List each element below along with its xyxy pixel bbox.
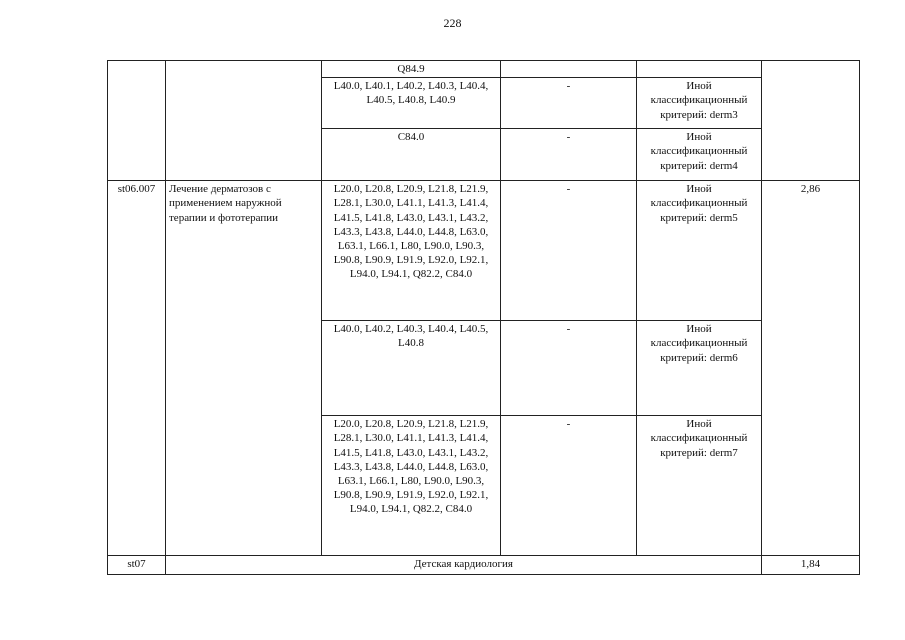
dash-cell: -	[501, 78, 637, 129]
coefficient-cell: 1,84	[762, 556, 860, 575]
dash-cell	[501, 61, 637, 78]
criterion-cell: Иной классификационный критерий: derm6	[637, 321, 762, 416]
dash-cell: -	[501, 321, 637, 416]
diagnosis-codes-cell: Q84.9	[322, 61, 501, 78]
group-name-cell: Лечение дерматозов с применением наружной терапии и фототерапии	[166, 181, 322, 556]
section-code-cell: st07	[108, 556, 166, 575]
criterion-cell	[637, 61, 762, 78]
tariff-table	[107, 60, 860, 575]
group-code-cell: st06.007	[108, 181, 166, 556]
empty-cell	[166, 61, 322, 181]
page-number: 228	[443, 16, 462, 30]
diagnosis-codes-cell: C84.0	[322, 129, 501, 181]
table-row	[108, 556, 860, 575]
diagnosis-codes-cell: L20.0, L20.8, L20.9, L21.8, L21.9, L28.1, L30.0, L41.1, L41.3, L41.4, L41.5, L41.8, L43.0, L43.1, L43.2, L43.3, L43.8, L44.0, L44.8, L63.0, L63.1, L66.1, L80, L90.0, L90.3, L90.8, L90.9, L91.9, L92.0, L92.1, L94.0, L94.1, Q82.2, C84.0	[322, 416, 501, 556]
table-row	[108, 61, 860, 78]
criterion-cell: Иной классификационный критерий: derm5	[637, 181, 762, 321]
criterion-cell: Иной классификационный критерий: derm4	[637, 129, 762, 181]
section-name-cell: Детская кардиология	[166, 556, 762, 575]
criterion-cell: Иной классификационный критерий: derm3	[637, 78, 762, 129]
coefficient-cell: 2,86	[762, 181, 860, 556]
diagnosis-codes-cell: L40.0, L40.1, L40.2, L40.3, L40.4, L40.5, L40.8, L40.9	[322, 78, 501, 129]
empty-cell	[108, 61, 166, 181]
diagnosis-codes-cell: L40.0, L40.2, L40.3, L40.4, L40.5, L40.8	[322, 321, 501, 416]
dash-cell: -	[501, 129, 637, 181]
table-row	[108, 181, 860, 321]
dash-cell: -	[501, 416, 637, 556]
criterion-cell: Иной классификационный критерий: derm7	[637, 416, 762, 556]
empty-cell	[762, 61, 860, 181]
dash-cell: -	[501, 181, 637, 321]
diagnosis-codes-cell: L20.0, L20.8, L20.9, L21.8, L21.9, L28.1, L30.0, L41.1, L41.3, L41.4, L41.5, L41.8, L43.0, L43.1, L43.2, L43.3, L43.8, L44.0, L44.8, L63.0, L63.1, L66.1, L80, L90.0, L90.3, L90.8, L90.9, L91.9, L92.0, L92.1, L94.0, L94.1, Q82.2, C84.0	[322, 181, 501, 321]
